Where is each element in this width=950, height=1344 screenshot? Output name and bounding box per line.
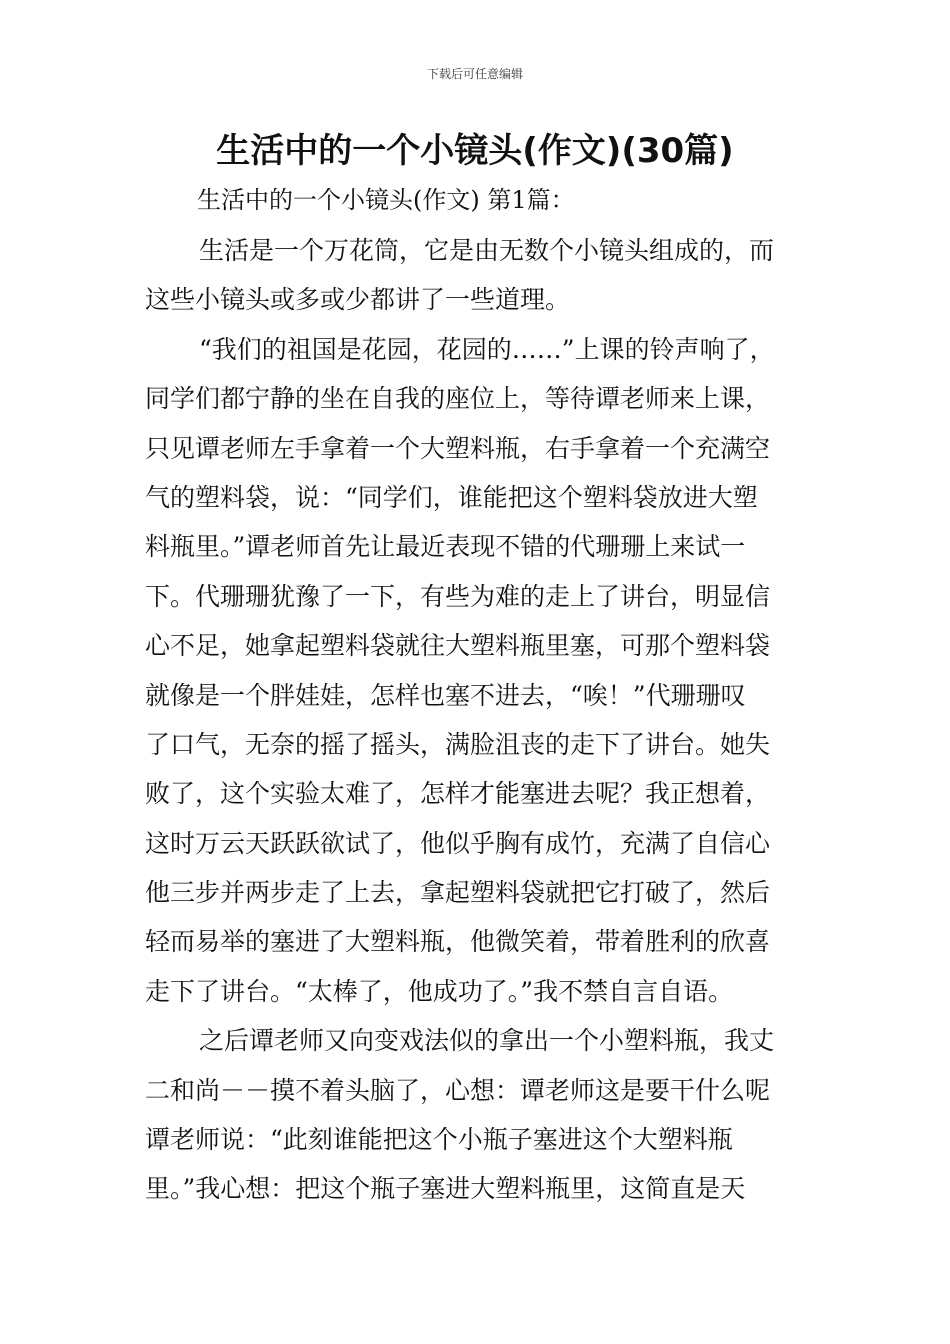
text-line: 败了，这个实验太难了，怎样才能塞进去呢？我正想着，: [145, 779, 771, 809]
text-line: 这时万云天跃跃欲试了，他似乎胸有成竹，充满了自信心: [145, 828, 771, 858]
text-line: 料瓶里。”谭老师首先让最近表现不错的代珊珊上来试一: [145, 532, 746, 562]
text-line: 同学们都宁静的坐在自我的座位上，等待谭老师来上课，: [145, 384, 771, 414]
text-line: 走下了讲台。“太棒了，他成功了。”我不禁自言自语。: [145, 976, 734, 1006]
text-line: 生活是一个万花筒，它是由无数个小镜头组成的，而: [199, 236, 775, 265]
section-heading: 生活中的一个小镜头(作文) 第1篇：: [197, 186, 575, 214]
page-header-note: 下载后可任意编辑: [426, 67, 523, 81]
text-line: 了口气，无奈的摇了摇头，满脸沮丧的走下了讲台。她失: [145, 729, 771, 759]
text-line: 气的塑料袋，说：“同学们，谁能把这个塑料袋放进大塑: [145, 482, 758, 512]
text-line: 心不足，她拿起塑料袋就往大塑料瓶里塞，可那个塑料袋: [145, 631, 771, 661]
text-line: 里。”我心想：把这个瓶子塞进大塑料瓶里，这简直是天: [145, 1174, 746, 1204]
text-line: 谭老师说：“此刻谁能把这个小瓶子塞进这个大塑料瓶: [145, 1125, 733, 1155]
text-line: 这些小镜头或多或少都讲了一些道理。: [145, 285, 571, 315]
text-line: 只见谭老师左手拿着一个大塑料瓶，右手拿着一个充满空: [145, 433, 771, 463]
document-title: 生活中的一个小镜头(作文)(30篇): [216, 131, 734, 171]
text-line: “我们的祖国是花园，花园的……”上课的铃声响了，: [199, 334, 775, 364]
text-line: 下。代珊珊犹豫了一下，有些为难的走上了讲台，明显信: [145, 581, 771, 611]
text-line: 二和尚－－摸不着头脑了，心想：谭老师这是要干什么呢: [145, 1075, 771, 1105]
essay-body: [145, 226, 825, 1214]
text-line: 轻而易举的塞进了大塑料瓶，他微笑着，带着胜利的欣喜: [145, 927, 771, 957]
text-line: 他三步并两步走了上去，拿起塑料袋就把它打破了，然后: [145, 878, 771, 908]
text-line: 之后谭老师又向变戏法似的拿出一个小塑料瓶，我丈: [199, 1026, 775, 1056]
text-line: 就像是一个胖娃娃，怎样也塞不进去，“唉！”代珊珊叹: [145, 680, 746, 710]
